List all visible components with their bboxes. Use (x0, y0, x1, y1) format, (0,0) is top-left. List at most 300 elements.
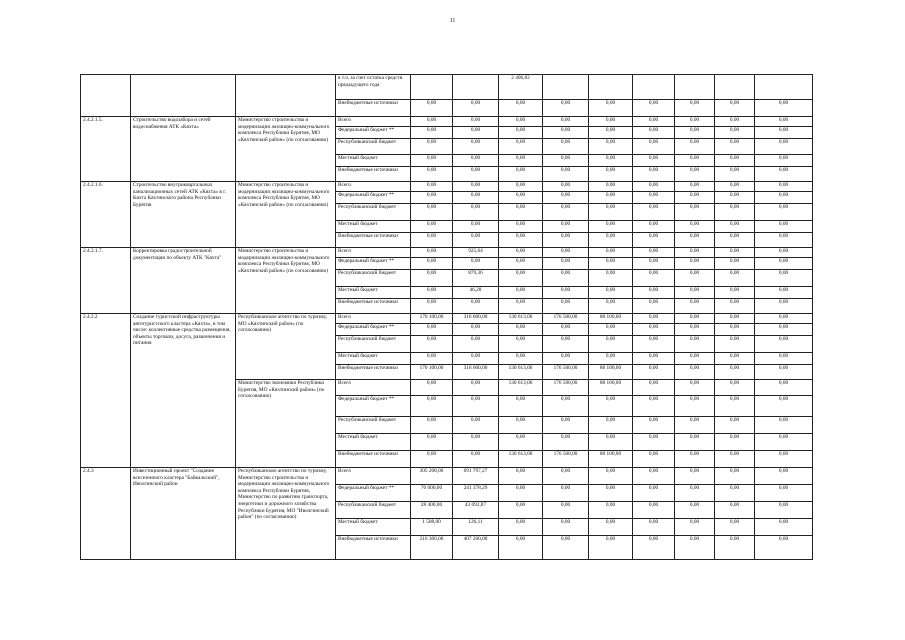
amount-cell: 0,00 (499, 299, 543, 314)
amount-cell: 0,00 (499, 155, 543, 167)
amount-cell: 0,00 (633, 417, 675, 434)
amount-cell: 0,00 (411, 182, 453, 192)
amount-cell: 0,00 (499, 182, 543, 192)
amount-cell: 0,00 (411, 233, 453, 248)
amount-cell: 0,00 (453, 139, 499, 155)
amount-cell: 0,00 (755, 485, 813, 502)
funding-source: Республиканский бюджет (336, 204, 411, 221)
amount-cell: 0,00 (499, 502, 543, 519)
amount-cell: 0,00 (633, 117, 675, 127)
amount-cell: 126,11 (453, 519, 499, 536)
amount-cell: 0,00 (755, 536, 813, 560)
amount-cell: 176 500,00 (543, 365, 589, 380)
amount-cell: 0,00 (715, 182, 755, 192)
amount-cell: 0,00 (499, 221, 543, 233)
amount-cell: 316 600,00 (453, 314, 499, 324)
amount-cell: 0,00 (589, 434, 633, 451)
amount-cell: 0,00 (715, 502, 755, 519)
amount-cell (543, 75, 589, 100)
funding-source: Всего (336, 117, 411, 127)
amount-cell: 0,00 (675, 502, 715, 519)
amount-cell: 0,00 (715, 353, 755, 365)
executor-cell: Министерство строительства и модернизации жилищно-коммунального комплекса Республики Бурятия, МО «Кяхтинский район» (по согласованию) (236, 182, 336, 248)
amount-cell: 0,00 (633, 248, 675, 258)
amount-cell: 0,00 (755, 100, 813, 117)
executor-cell: Республиканское агентство по туризму, Министерство строительства и модернизации жилищно-коммунального комплекса Республики Бурятия, Министерство по развитию транспорта, энергетики и дорожного хозяйства Республики Бурятия, МО "Иволгинский район" (по согласованию) (236, 468, 336, 560)
amount-cell: 0,00 (715, 287, 755, 299)
amount-cell: 0,00 (715, 270, 755, 287)
amount-cell: 0,00 (715, 434, 755, 451)
amount-cell: 0,00 (755, 204, 813, 221)
amount-cell: 0,00 (633, 519, 675, 536)
amount-cell: 0,00 (499, 417, 543, 434)
amount-cell: 0,00 (755, 396, 813, 417)
amount-cell: 88 100,00 (589, 314, 633, 324)
amount-cell: 0,00 (675, 485, 715, 502)
amount-cell: 0,00 (589, 519, 633, 536)
amount-cell: 0,00 (411, 451, 453, 468)
amount-cell: 0,00 (543, 233, 589, 248)
table-row (81, 468, 813, 485)
amount-cell: 0,00 (543, 221, 589, 233)
amount-cell: 0,00 (411, 434, 453, 451)
amount-cell: 0,00 (755, 502, 813, 519)
amount-cell: 0,00 (543, 117, 589, 127)
amount-cell: 0,00 (633, 365, 675, 380)
amount-cell: 0,00 (675, 519, 715, 536)
amount-cell: 0,00 (411, 204, 453, 221)
amount-cell: 0,00 (675, 451, 715, 468)
amount-cell: 0,00 (715, 258, 755, 270)
amount-cell: 130 613,00 (499, 380, 543, 396)
funding-source: Федеральный бюджет ** (336, 324, 411, 336)
amount-cell: 0,00 (543, 396, 589, 417)
amount-cell: 0,00 (499, 248, 543, 258)
amount-cell: 0,00 (633, 139, 675, 155)
amount-cell: 0,00 (715, 139, 755, 155)
amount-cell: 0,00 (453, 336, 499, 353)
amount-cell: 0,00 (543, 468, 589, 485)
amount-cell: 0,00 (633, 127, 675, 139)
table-row (81, 117, 813, 127)
executor-cell: Республиканское агентство по туризму, МО «Кяхтинский район» (по согласованию) (236, 314, 336, 380)
amount-cell: 0,00 (543, 270, 589, 287)
amount-cell: 0,00 (589, 336, 633, 353)
amount-cell: 316 600,00 (453, 365, 499, 380)
amount-cell: 0,00 (453, 167, 499, 182)
amount-cell: 130 613,00 (499, 314, 543, 324)
amount-cell: 0,00 (589, 248, 633, 258)
amount-cell: 0,00 (715, 485, 755, 502)
amount-cell: 0,00 (453, 451, 499, 468)
amount-cell: 88 100,00 (589, 380, 633, 396)
table-row (81, 182, 813, 192)
amount-cell: 0,00 (755, 287, 813, 299)
amount-cell: 0,00 (755, 434, 813, 451)
amount-cell: 0,00 (675, 100, 715, 117)
page-number: 11 (449, 18, 456, 24)
amount-cell: 0,00 (453, 434, 499, 451)
amount-cell: 0,00 (633, 258, 675, 270)
amount-cell: 0,00 (755, 417, 813, 434)
amount-cell: 0,00 (715, 127, 755, 139)
amount-cell: 0,00 (543, 417, 589, 434)
amount-cell (411, 75, 453, 100)
amount-cell: 0,00 (453, 299, 499, 314)
amount-cell: 70 000,00 (411, 485, 453, 502)
amount-cell: 0,00 (755, 336, 813, 353)
amount-cell: 0,00 (755, 365, 813, 380)
amount-cell: 0,00 (543, 139, 589, 155)
amount-cell: 0,00 (675, 192, 715, 204)
funding-source: Внебюджетные источники (336, 100, 411, 117)
amount-cell: 0,00 (543, 353, 589, 365)
amount-cell: 0,00 (633, 314, 675, 324)
amount-cell: 0,00 (543, 100, 589, 117)
amount-cell (755, 75, 813, 100)
amount-cell: 0,00 (543, 519, 589, 536)
amount-cell (589, 75, 633, 100)
amount-cell: 0,00 (499, 396, 543, 417)
funding-source: в т.ч. за счет остатка средств предыдущего года (336, 75, 411, 100)
amount-cell: 0,00 (411, 299, 453, 314)
amount-cell: 0,00 (589, 485, 633, 502)
amount-cell: 0,00 (499, 167, 543, 182)
amount-cell: 0,00 (675, 536, 715, 560)
amount-cell: 0,00 (675, 139, 715, 155)
amount-cell: 0,00 (411, 100, 453, 117)
amount-cell: 0,00 (543, 287, 589, 299)
amount-cell: 0,00 (589, 287, 633, 299)
amount-cell: 0,00 (633, 221, 675, 233)
amount-cell: 0,00 (715, 248, 755, 258)
amount-cell: 0,00 (499, 519, 543, 536)
measure-code: 2.4.2.1.5. (81, 117, 131, 182)
funding-source: Федеральный бюджет ** (336, 127, 411, 139)
funding-source: Федеральный бюджет ** (336, 258, 411, 270)
funding-source: Местный бюджет (336, 221, 411, 233)
amount-cell: 0,00 (453, 396, 499, 417)
amount-cell: 0,00 (543, 536, 589, 560)
funding-source: Всего (336, 314, 411, 324)
amount-cell: 0,00 (633, 353, 675, 365)
funding-source: Республиканский бюджет (336, 139, 411, 155)
amount-cell: 305 208,00 (411, 468, 453, 485)
amount-cell: 0,00 (755, 324, 813, 336)
amount-cell: 0,00 (633, 536, 675, 560)
amount-cell: 0,00 (453, 204, 499, 221)
measure-name: Строительство водозабора и сетей водоснабжения АТК «Кяхта» (131, 117, 236, 182)
amount-cell: 0,00 (755, 192, 813, 204)
amount-cell: 88 100,00 (589, 451, 633, 468)
amount-cell: 46,28 (453, 287, 499, 299)
amount-cell: 0,00 (411, 221, 453, 233)
amount-cell: 0,00 (453, 417, 499, 434)
executor-cell: Министерство экономики Республики Бурятия, МО «Кяхтинский район» (по согласованию) (236, 380, 336, 468)
amount-cell: 28 400,00 (411, 502, 453, 519)
amount-cell: 0,00 (499, 485, 543, 502)
amount-cell: 0,00 (715, 468, 755, 485)
amount-cell: 176 500,00 (543, 451, 589, 468)
amount-cell: 0,00 (589, 167, 633, 182)
amount-cell: 241 378,29 (453, 485, 499, 502)
amount-cell: 0,00 (543, 248, 589, 258)
measure-code: 2.4.3 (81, 468, 131, 560)
amount-cell: 0,00 (675, 299, 715, 314)
amount-cell: 0,00 (715, 233, 755, 248)
funding-source: Местный бюджет (336, 353, 411, 365)
funding-source: Федеральный бюджет ** (336, 485, 411, 502)
amount-cell: 0,00 (633, 396, 675, 417)
amount-cell: 0,00 (453, 380, 499, 396)
amount-cell: 0,00 (543, 502, 589, 519)
executor-cell (236, 75, 336, 117)
measure-code: 2.4.2.1.7. (81, 248, 131, 314)
amount-cell: 0,00 (589, 127, 633, 139)
amount-cell: 43 092,87 (453, 502, 499, 519)
executor-cell: Министерство строительства и модернизации жилищно-коммунального комплекса Республики Бурятия, МО «Кяхтинский район» (по согласованию) (236, 248, 336, 314)
funding-source: Местный бюджет (336, 155, 411, 167)
amount-cell: 170 100,00 (411, 365, 453, 380)
amount-cell: 0,00 (411, 336, 453, 353)
amount-cell: 0,00 (453, 182, 499, 192)
amount-cell: 0,00 (543, 258, 589, 270)
funding-source: Федеральный бюджет ** (336, 396, 411, 417)
amount-cell: 0,00 (633, 324, 675, 336)
amount-cell: 0,00 (675, 258, 715, 270)
amount-cell: 0,00 (453, 258, 499, 270)
amount-cell: 0,00 (633, 233, 675, 248)
amount-cell: 0,00 (715, 365, 755, 380)
amount-cell: 0,00 (589, 204, 633, 221)
amount-cell: 0,00 (499, 287, 543, 299)
amount-cell: 0,00 (675, 248, 715, 258)
amount-cell: 0,00 (675, 380, 715, 396)
amount-cell: 0,00 (499, 117, 543, 127)
amount-cell: 0,00 (715, 221, 755, 233)
amount-cell: 1 508,00 (411, 519, 453, 536)
amount-cell: 0,00 (589, 182, 633, 192)
amount-cell: 0,00 (499, 468, 543, 485)
amount-cell: 0,00 (715, 451, 755, 468)
measure-code: 2.4.2.2 (81, 314, 131, 468)
amount-cell: 0,00 (453, 100, 499, 117)
amount-cell: 0,00 (411, 139, 453, 155)
amount-cell: 0,00 (499, 336, 543, 353)
funding-source: Местный бюджет (336, 287, 411, 299)
amount-cell: 0,00 (499, 139, 543, 155)
amount-cell: 0,00 (675, 182, 715, 192)
amount-cell: 0,00 (675, 468, 715, 485)
amount-cell: 0,00 (755, 353, 813, 365)
measure-name: Создание туристской инфраструктуры автотуристского кластера «Кяхта», в том числе: коллективные средства размещения, объекты торговли, досуга, развлечения и питания (131, 314, 236, 468)
amount-cell: 176 500,00 (543, 380, 589, 396)
amount-cell: 0,00 (675, 127, 715, 139)
amount-cell: 0,00 (675, 167, 715, 182)
amount-cell: 0,00 (633, 182, 675, 192)
amount-cell: 0,00 (453, 233, 499, 248)
amount-cell: 0,00 (715, 167, 755, 182)
amount-cell: 0,00 (411, 353, 453, 365)
amount-cell: 170 100,00 (411, 314, 453, 324)
amount-cell: 0,00 (633, 155, 675, 167)
measure-name: Инвестиционный проект "Создание всесезонного кластера "Байкальский", Иволгинский район (131, 468, 236, 560)
measure-code (81, 75, 131, 117)
amount-cell: 0,00 (589, 139, 633, 155)
amount-cell: 0,00 (411, 380, 453, 396)
amount-cell: 0,00 (755, 117, 813, 127)
amount-cell: 0,00 (755, 451, 813, 468)
amount-cell: 0,00 (715, 192, 755, 204)
amount-cell: 0,00 (499, 204, 543, 221)
executor-cell: Министерство строительства и модернизации жилищно-коммунального комплекса Республики Бурятия, МО «Кяхтинский район» (по согласованию) (236, 117, 336, 182)
amount-cell: 0,00 (543, 336, 589, 353)
amount-cell: 0,00 (715, 100, 755, 117)
amount-cell: 0,00 (633, 485, 675, 502)
amount-cell: 0,00 (411, 287, 453, 299)
funding-source: Внебюджетные источники (336, 365, 411, 380)
amount-cell: 0,00 (675, 270, 715, 287)
amount-cell: 0,00 (675, 396, 715, 417)
funding-source: Внебюджетные источники (336, 451, 411, 468)
amount-cell: 0,00 (411, 167, 453, 182)
amount-cell: 0,00 (411, 192, 453, 204)
amount-cell: 0,00 (633, 451, 675, 468)
amount-cell: 0,00 (633, 100, 675, 117)
amount-cell: 88 100,00 (589, 365, 633, 380)
funding-source: Внебюджетные источники (336, 299, 411, 314)
amount-cell: 0,00 (755, 468, 813, 485)
funding-source: Всего (336, 380, 411, 396)
amount-cell: 0,00 (755, 519, 813, 536)
amount-cell: 0,00 (543, 155, 589, 167)
amount-cell: 0,00 (499, 100, 543, 117)
amount-cell: 0,00 (633, 204, 675, 221)
funding-source: Республиканский бюджет (336, 336, 411, 353)
amount-cell: 0,00 (499, 434, 543, 451)
amount-cell: 0,00 (453, 117, 499, 127)
amount-cell: 0,00 (543, 324, 589, 336)
amount-cell: 0,00 (675, 336, 715, 353)
amount-cell: 0,00 (499, 258, 543, 270)
amount-cell: 0,00 (589, 233, 633, 248)
amount-cell: 2 406,82 (499, 75, 543, 100)
amount-cell: 130 613,00 (499, 451, 543, 468)
amount-cell: 0,00 (589, 468, 633, 485)
amount-cell: 0,00 (715, 324, 755, 336)
amount-cell: 130 613,00 (499, 365, 543, 380)
amount-cell: 0,00 (715, 155, 755, 167)
amount-cell: 0,00 (411, 155, 453, 167)
amount-cell: 0,00 (589, 117, 633, 127)
amount-cell: 0,00 (675, 353, 715, 365)
budget-table (80, 74, 813, 560)
amount-cell: 0,00 (453, 155, 499, 167)
amount-cell: 0,00 (411, 396, 453, 417)
amount-cell: 0,00 (589, 192, 633, 204)
amount-cell: 0,00 (589, 417, 633, 434)
amount-cell: 0,00 (589, 270, 633, 287)
amount-cell: 0,00 (543, 127, 589, 139)
amount-cell (453, 75, 499, 100)
amount-cell: 0,00 (755, 314, 813, 324)
amount-cell: 0,00 (755, 127, 813, 139)
amount-cell: 691 797,27 (453, 468, 499, 485)
amount-cell (633, 75, 675, 100)
amount-cell: 0,00 (589, 396, 633, 417)
funding-source: Местный бюджет (336, 434, 411, 451)
amount-cell: 0,00 (633, 192, 675, 204)
amount-cell: 0,00 (675, 314, 715, 324)
amount-cell: 0,00 (453, 192, 499, 204)
amount-cell: 0,00 (675, 221, 715, 233)
amount-cell: 0,00 (453, 221, 499, 233)
amount-cell: 0,00 (633, 287, 675, 299)
funding-source: Всего (336, 248, 411, 258)
measure-name (131, 75, 236, 117)
amount-cell: 0,00 (411, 417, 453, 434)
amount-cell: 0,00 (499, 536, 543, 560)
funding-source: Республиканский бюджет (336, 502, 411, 519)
amount-cell: 0,00 (755, 299, 813, 314)
amount-cell: 0,00 (715, 336, 755, 353)
amount-cell: 0,00 (633, 336, 675, 353)
amount-cell: 0,00 (755, 248, 813, 258)
funding-source: Внебюджетные источники (336, 167, 411, 182)
amount-cell: 0,00 (499, 270, 543, 287)
amount-cell: 0,00 (499, 192, 543, 204)
amount-cell: 0,00 (411, 127, 453, 139)
amount-cell: 0,00 (453, 324, 499, 336)
amount-cell: 0,00 (675, 287, 715, 299)
table-row (81, 314, 813, 324)
amount-cell: 0,00 (543, 299, 589, 314)
amount-cell: 0,00 (589, 221, 633, 233)
amount-cell: 0,00 (633, 502, 675, 519)
amount-cell: 0,00 (499, 324, 543, 336)
amount-cell: 0,00 (675, 324, 715, 336)
amount-cell: 0,00 (715, 117, 755, 127)
amount-cell: 879,36 (453, 270, 499, 287)
amount-cell: 0,00 (499, 353, 543, 365)
amount-cell: 0,00 (453, 127, 499, 139)
funding-source: Всего (336, 468, 411, 485)
amount-cell (675, 75, 715, 100)
amount-cell: 0,00 (589, 536, 633, 560)
funding-source: Федеральный бюджет ** (336, 192, 411, 204)
funding-source: Внебюджетные источники (336, 536, 411, 560)
amount-cell: 0,00 (755, 155, 813, 167)
amount-cell: 0,00 (411, 117, 453, 127)
amount-cell: 0,00 (755, 221, 813, 233)
amount-cell: 0,00 (633, 167, 675, 182)
amount-cell: 0,00 (589, 502, 633, 519)
amount-cell: 0,00 (633, 270, 675, 287)
amount-cell: 0,00 (589, 353, 633, 365)
amount-cell: 0,00 (755, 139, 813, 155)
amount-cell: 0,00 (715, 299, 755, 314)
amount-cell: 0,00 (589, 258, 633, 270)
amount-cell: 176 500,00 (543, 314, 589, 324)
amount-cell: 0,00 (411, 270, 453, 287)
amount-cell: 0,00 (589, 100, 633, 117)
amount-cell: 0,00 (543, 204, 589, 221)
amount-cell: 0,00 (453, 353, 499, 365)
amount-cell: 0,00 (543, 182, 589, 192)
amount-cell: 407 200,00 (453, 536, 499, 560)
amount-cell: 0,00 (675, 204, 715, 221)
measure-code: 2.4.2.1.6. (81, 182, 131, 248)
